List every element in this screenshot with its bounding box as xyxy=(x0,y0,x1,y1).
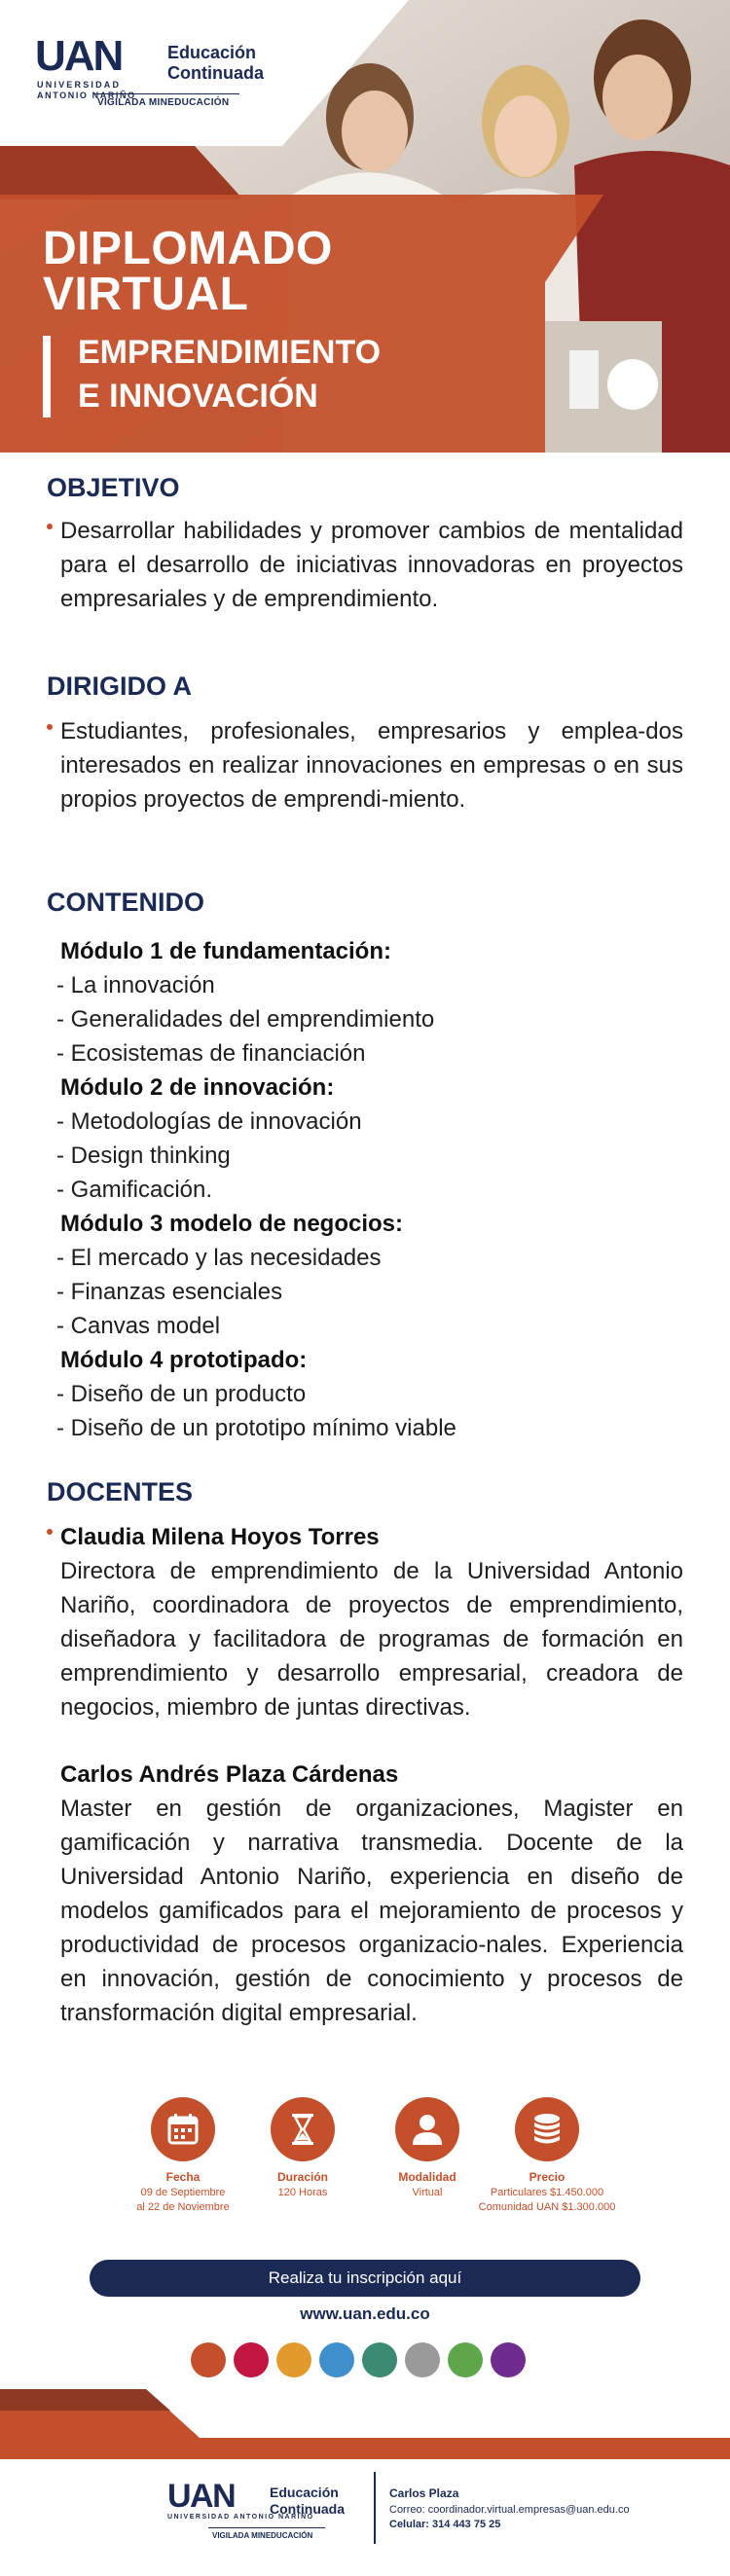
color-dot xyxy=(191,2342,226,2377)
objetivo-text: Desarrollar habilidades y promover cambios de mentalidad para el desarrollo de iniciativas innovadoras en proyectos empresariales y de emprendimiento. xyxy=(60,518,683,612)
module-2-title: Módulo 2 de innovación: xyxy=(60,1074,335,1101)
subtitle-line-2: E INNOVACIÓN xyxy=(78,378,318,415)
docente-1-bio: Directora de emprendimiento de la Universidad Antonio Nariño, coordinadora de proyectos de emprendimiento, diseñadora y facilitadora de programas de formación en emprendimiento y desarrollo empresarial, creadora de negocios, miembro de juntas directivas. xyxy=(60,1558,683,1721)
footer-shapes xyxy=(0,2389,730,2576)
info-modalidad-value: Virtual xyxy=(412,2187,443,2198)
info-label-modalidad: Modalidad xyxy=(398,2170,456,2184)
website-link[interactable]: www.uan.edu.co xyxy=(300,2304,430,2323)
footer-separator xyxy=(374,2472,376,2544)
info-fecha-line1: 09 de Septiembre xyxy=(140,2187,226,2198)
register-button[interactable]: Realiza tu inscripción aquí xyxy=(90,2260,640,2297)
person-icon xyxy=(395,2097,459,2161)
dirigido-title: DIRIGIDO A xyxy=(47,671,193,701)
logo-word: UAN xyxy=(35,32,123,80)
info-precio-line1: Particulares $1.450.000 xyxy=(490,2187,604,2198)
title-line-2: VIRTUAL xyxy=(43,269,249,320)
color-dot xyxy=(491,2342,526,2377)
footer-edu-line-1: Educación xyxy=(270,2485,339,2500)
module-3-item: - Finanzas esenciales xyxy=(56,1279,283,1305)
module-1-item: - La innovación xyxy=(56,972,215,998)
module-1-title: Módulo 1 de fundamentación: xyxy=(60,938,391,964)
contact-name: Carlos Plaza xyxy=(389,2486,459,2500)
info-precio-line2: Comunidad UAN $1.300.000 xyxy=(478,2201,616,2213)
footer-vigilada-divider xyxy=(208,2527,325,2528)
module-1-item: - Generalidades del emprendimiento xyxy=(56,1006,435,1033)
subtitle-line-1: EMPRENDIMIENTO xyxy=(78,334,382,371)
vigilada-label: VIGILADA MINEDUCACIÓN xyxy=(97,97,230,108)
module-4-item: - Diseño de un prototipo mínimo viable xyxy=(56,1415,456,1441)
module-3-item: - El mercado y las necesidades xyxy=(56,1245,382,1271)
color-dot xyxy=(276,2342,311,2377)
footer-logo-sub: UNIVERSIDAD ANTONIO NARIÑO xyxy=(167,2514,314,2521)
docente-2-name: Carlos Andrés Plaza Cárdenas xyxy=(60,1761,399,1788)
title-accent-bar xyxy=(43,336,51,417)
title-line-1: DIPLOMADO xyxy=(43,223,333,274)
logo-sub-name: ANTONIO NARIÑO xyxy=(37,91,136,100)
edu-line-2: Continuada xyxy=(167,63,264,83)
module-4-title: Módulo 4 prototipado: xyxy=(60,1347,308,1373)
docentes-title: DOCENTES xyxy=(47,1477,194,1506)
color-dot xyxy=(362,2342,397,2377)
hero-banner xyxy=(0,0,730,453)
logo-sub-university: UNIVERSIDAD xyxy=(37,80,122,90)
docente-1-name: Claudia Milena Hoyos Torres xyxy=(60,1524,380,1550)
calendar-icon xyxy=(151,2097,215,2161)
dirigido-bullet xyxy=(47,724,53,730)
uan-logo[interactable] xyxy=(35,32,288,123)
module-2-item: - Design thinking xyxy=(56,1143,231,1169)
module-1-item: - Ecosistemas de financiación xyxy=(56,1040,366,1067)
module-2-item: - Gamificación. xyxy=(56,1177,213,1203)
footer-edu-line-2: Continuada xyxy=(270,2501,345,2517)
contact-phone[interactable]: Celular: 314 443 75 25 xyxy=(389,2519,501,2530)
module-4-item: - Diseño de un producto xyxy=(56,1381,307,1407)
module-3-item: - Canvas model xyxy=(56,1313,221,1339)
footer-logo-word[interactable]: UAN xyxy=(167,2478,236,2515)
edu-line-1: Educación xyxy=(167,43,257,62)
vigilada-divider xyxy=(93,93,239,94)
info-label-fecha: Fecha xyxy=(165,2170,201,2184)
coins-icon xyxy=(515,2097,579,2161)
info-duracion-value: 120 Horas xyxy=(277,2187,328,2198)
info-label-precio: Precio xyxy=(529,2170,566,2184)
info-fecha-line2: al 22 de Noviembre xyxy=(136,2201,230,2213)
color-dot xyxy=(234,2342,269,2377)
docentes-bullet xyxy=(47,1529,53,1535)
color-dot xyxy=(319,2342,354,2377)
hourglass-icon xyxy=(271,2097,335,2161)
color-dot xyxy=(405,2342,440,2377)
module-3-title: Módulo 3 modelo de negocios: xyxy=(60,1211,404,1237)
contenido-title: CONTENIDO xyxy=(47,888,204,917)
dirigido-text: Estudiantes, profesionales, empresarios y emplea-dos interesados en realizar innovaciones en empresas o en sus propios proyectos de emprendi-miento. xyxy=(60,718,683,813)
docente-2-bio: Master en gestión de organizaciones, Magister en gamificación y narrativa transmedia. Docente de la Universidad Antonio Nariño, experiencia en diseño de modelos gamificados para el mejoramiento de procesos y productividad de procesos organizacio-nales. Experiencia en innovación, gestión de conocimiento y procesos de transformación digital empresarial. xyxy=(60,1796,683,2026)
objetivo-bullet xyxy=(47,524,53,529)
color-dot xyxy=(448,2342,483,2377)
info-label-duracion: Duración xyxy=(276,2170,328,2184)
footer-vigilada: VIGILADA MINEDUCACIÓN xyxy=(212,2531,313,2540)
objetivo-title: OBJETIVO xyxy=(47,473,180,502)
contact-email[interactable]: Correo: coordinador.virtual.empresas@uan.edu.co xyxy=(389,2504,630,2516)
module-2-item: - Metodologías de innovación xyxy=(56,1108,362,1135)
